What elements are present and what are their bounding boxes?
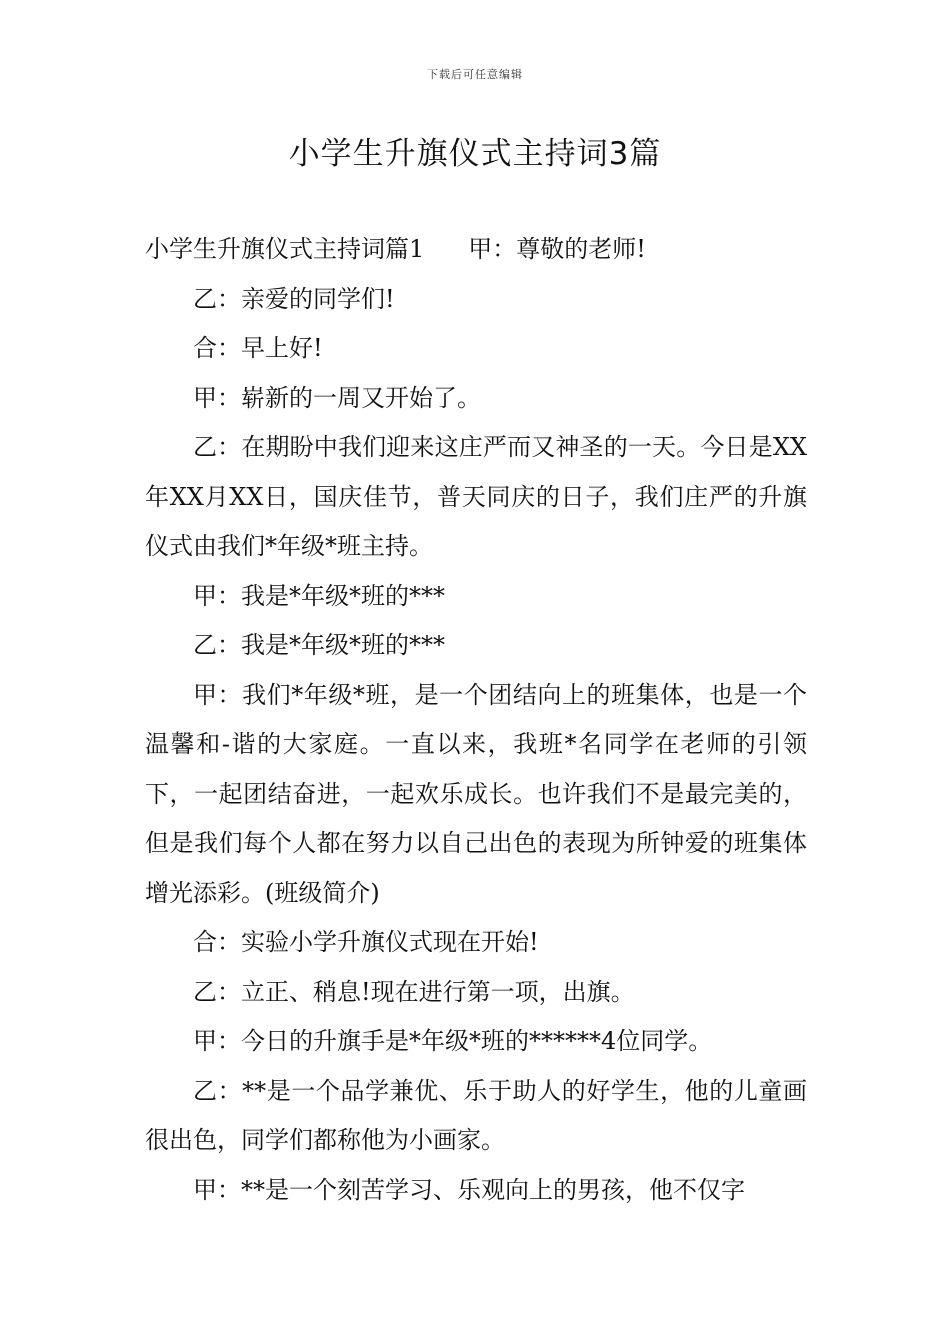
section-label: 小学生升旗仪式主持词篇1 [145, 235, 425, 263]
header-note: 下载后可任意编辑 [427, 68, 523, 81]
paragraph: 乙：**是一个品学兼优、乐于助人的好学生，他的儿童画很出色，同学们都称他为小画家。 [145, 1076, 807, 1154]
paragraph: 甲：**是一个刻苦学习、乐观向上的男孩，他不仅字 [193, 1175, 745, 1204]
first-line-text: 甲：尊敬的老师! [468, 235, 646, 263]
paragraph: 乙：我是*年级*班的*** [193, 631, 445, 659]
document-title: 小学生升旗仪式主持词3篇 [288, 136, 662, 172]
paragraph: 乙：亲爱的同学们! [193, 284, 395, 313]
paragraph: 甲：崭新的一周又开始了。 [193, 383, 481, 412]
paragraph: 合：早上好! [193, 334, 323, 362]
paragraph: 合：实验小学升旗仪式现在开始! [193, 928, 539, 956]
paragraph: 甲：我们*年级*班，是一个团结向上的班集体，也是一个温馨和-谐的大家庭。一直以来，我班*名同学在老师的引领下，一起团结奋进，一起欢乐成长。也许我们不是最完美的，但是我们每个人都在努力以自己出色的表现为所钟爱的班集体增光添彩。(班级简介) [145, 680, 807, 907]
document-body [145, 225, 807, 1215]
paragraph: 甲：我是*年级*班的*** [193, 581, 445, 610]
paragraph: 甲：今日的升旗手是*年级*班的******4位同学。 [193, 1027, 713, 1055]
first-line [145, 225, 807, 275]
paragraph: 乙：立正、稍息!现在进行第一项，出旗。 [193, 977, 635, 1006]
paragraph: 乙：在期盼中我们迎来这庄严而又神圣的一天。今日是XX年XX月XX日，国庆佳节，普天同庆的日子，我们庄严的升旗仪式由我们*年级*班主持。 [145, 433, 807, 560]
